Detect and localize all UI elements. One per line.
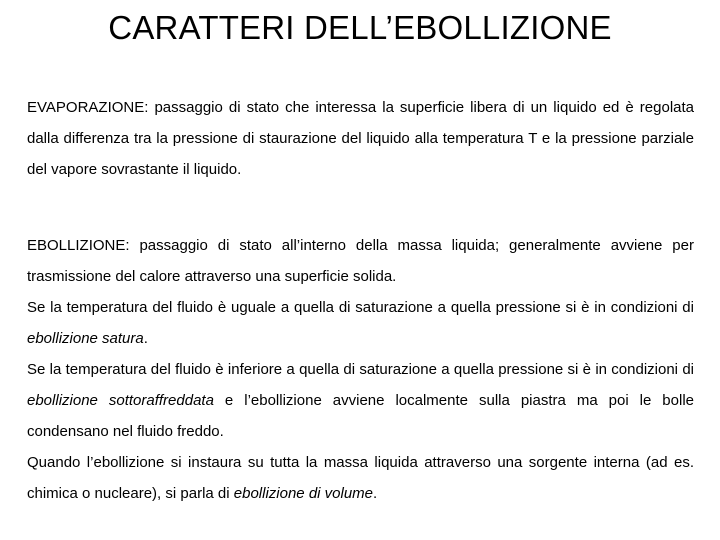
saturated-boiling-paragraph [27,292,694,354]
subcooled-boiling-paragraph [27,354,694,447]
subcooled-text: Se la temperatura del fluido è inferiore a quella di saturazione a quella pressione si è in condizioni di [27,361,694,378]
page-title: CARATTERI DELL’EBOLLIZIONE [108,9,612,46]
volume-end: . [373,485,378,502]
subcooled-end: e l’ebollizione avviene localmente sulla piastra ma poi le bolle condensano nel fluido freddo. [27,392,694,440]
evaporation-paragraph: EVAPORAZIONE: passaggio di stato che interessa la superficie libera di un liquido ed è regolata dalla differenza tra la pressione di staurazione del liquido alla temperatura T e la pressione parziale del vapore sovrastante il liquido. [27,99,694,178]
subcooled-term: ebollizione sottoraffreddata [27,392,214,409]
volume-term: ebollizione di volume [233,485,374,502]
saturated-end: . [143,330,148,347]
boiling-section [27,230,694,509]
boiling-intro-paragraph: EBOLLIZIONE: passaggio di stato all’interno della massa liquida; generalmente avviene per trasmissione del calore attraverso una superficie solida. [27,237,694,285]
evaporation-section [27,92,694,185]
saturated-text: Se la temperatura del fluido è uguale a quella di saturazione a quella pressione si è in condizioni di [27,299,694,316]
saturated-term: ebollizione satura [27,330,144,347]
volume-text: Quando l’ebollizione si instaura su tutta la massa liquida attraverso una sorgente interna (ad es. chimica o nucleare), si parla di [27,454,694,502]
volume-boiling-paragraph [27,447,694,509]
